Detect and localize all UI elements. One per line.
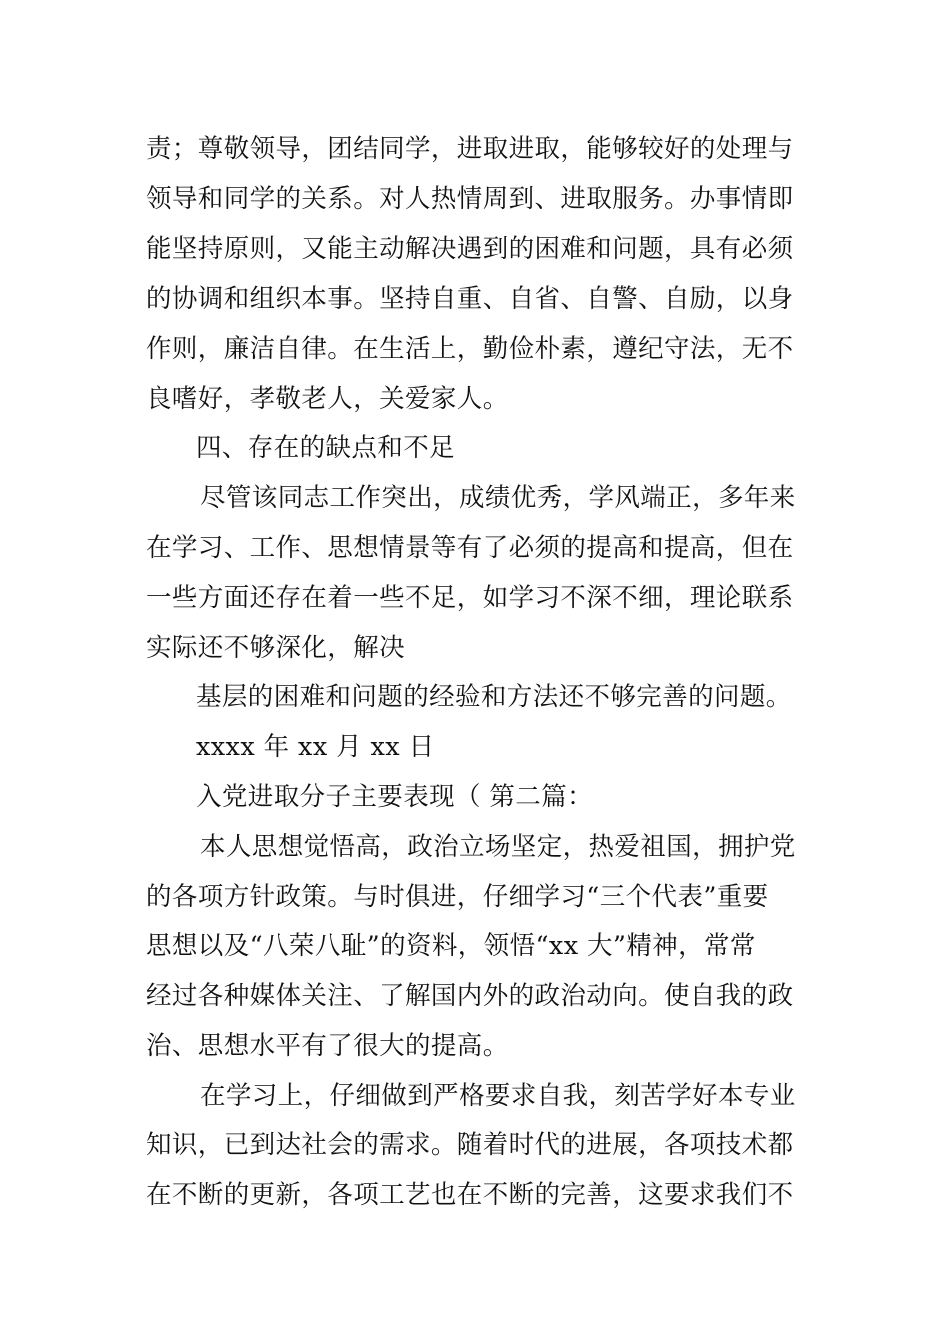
text-line: 基层的困难和问题的经验和方法还不够完善的问题。 xyxy=(196,682,792,712)
text-line: 领导和同学的关系。对人热情周到、进取服务。办事情即 xyxy=(146,184,794,214)
text-line: 知识，已到达社会的需求。随着时代的进展，各项技术都 xyxy=(146,1130,794,1160)
text-line: 在学习、工作、思想情景等有了必须的提高和提高，但在 xyxy=(146,533,794,563)
text-line: 本人思想觉悟高，政治立场坚定，热爱祖国，拥护党 xyxy=(200,832,796,862)
text-line: 良嗜好，孝敬老人，关爱家人。 xyxy=(146,384,509,414)
text-line: 尽管该同志工作突出，成绩优秀，学风端正，多年来 xyxy=(200,483,796,513)
text-line: 治、思想水平有了很大的提高。 xyxy=(146,1031,509,1061)
text-line: 的协调和组织本事。坚持自重、自省、自警、自励，以身 xyxy=(146,284,794,314)
section-heading: 入党进取分子主要表现（ 第二篇： xyxy=(196,782,594,812)
text-line: 一些方面还存在着一些不足，如学习不深不细，理论联系 xyxy=(146,583,794,613)
text-line: 的各项方针政策。与时俱进，仔细学习“三个代表”重要 xyxy=(146,882,769,912)
section-heading: 四、存在的缺点和不足 xyxy=(196,433,456,463)
text-line: 实际还不够深化，解决 xyxy=(146,633,406,663)
text-line: 作则，廉洁自律。在生活上，勤俭朴素，遵纪守法，无不 xyxy=(146,334,794,364)
text-line: 在学习上，仔细做到严格要求自我，刻苦学好本专业 xyxy=(200,1081,796,1111)
date-line: xxxx 年 xx 月 xx 日 xyxy=(196,732,435,762)
text-line: 在不断的更新，各项工艺也在不断的完善，这要求我们不 xyxy=(146,1180,794,1210)
text-line: 责；尊敬领导，团结同学，进取进取，能够较好的处理与 xyxy=(146,134,794,164)
text-line: 思想以及“八荣八耻”的资料，领悟“xx 大”精神，常常 xyxy=(146,931,756,961)
text-line: 能坚持原则，又能主动解决遇到的困难和问题，具有必须 xyxy=(146,234,794,264)
text-line: 经过各种媒体关注、了解国内外的政治动向。使自我的政 xyxy=(146,981,794,1011)
